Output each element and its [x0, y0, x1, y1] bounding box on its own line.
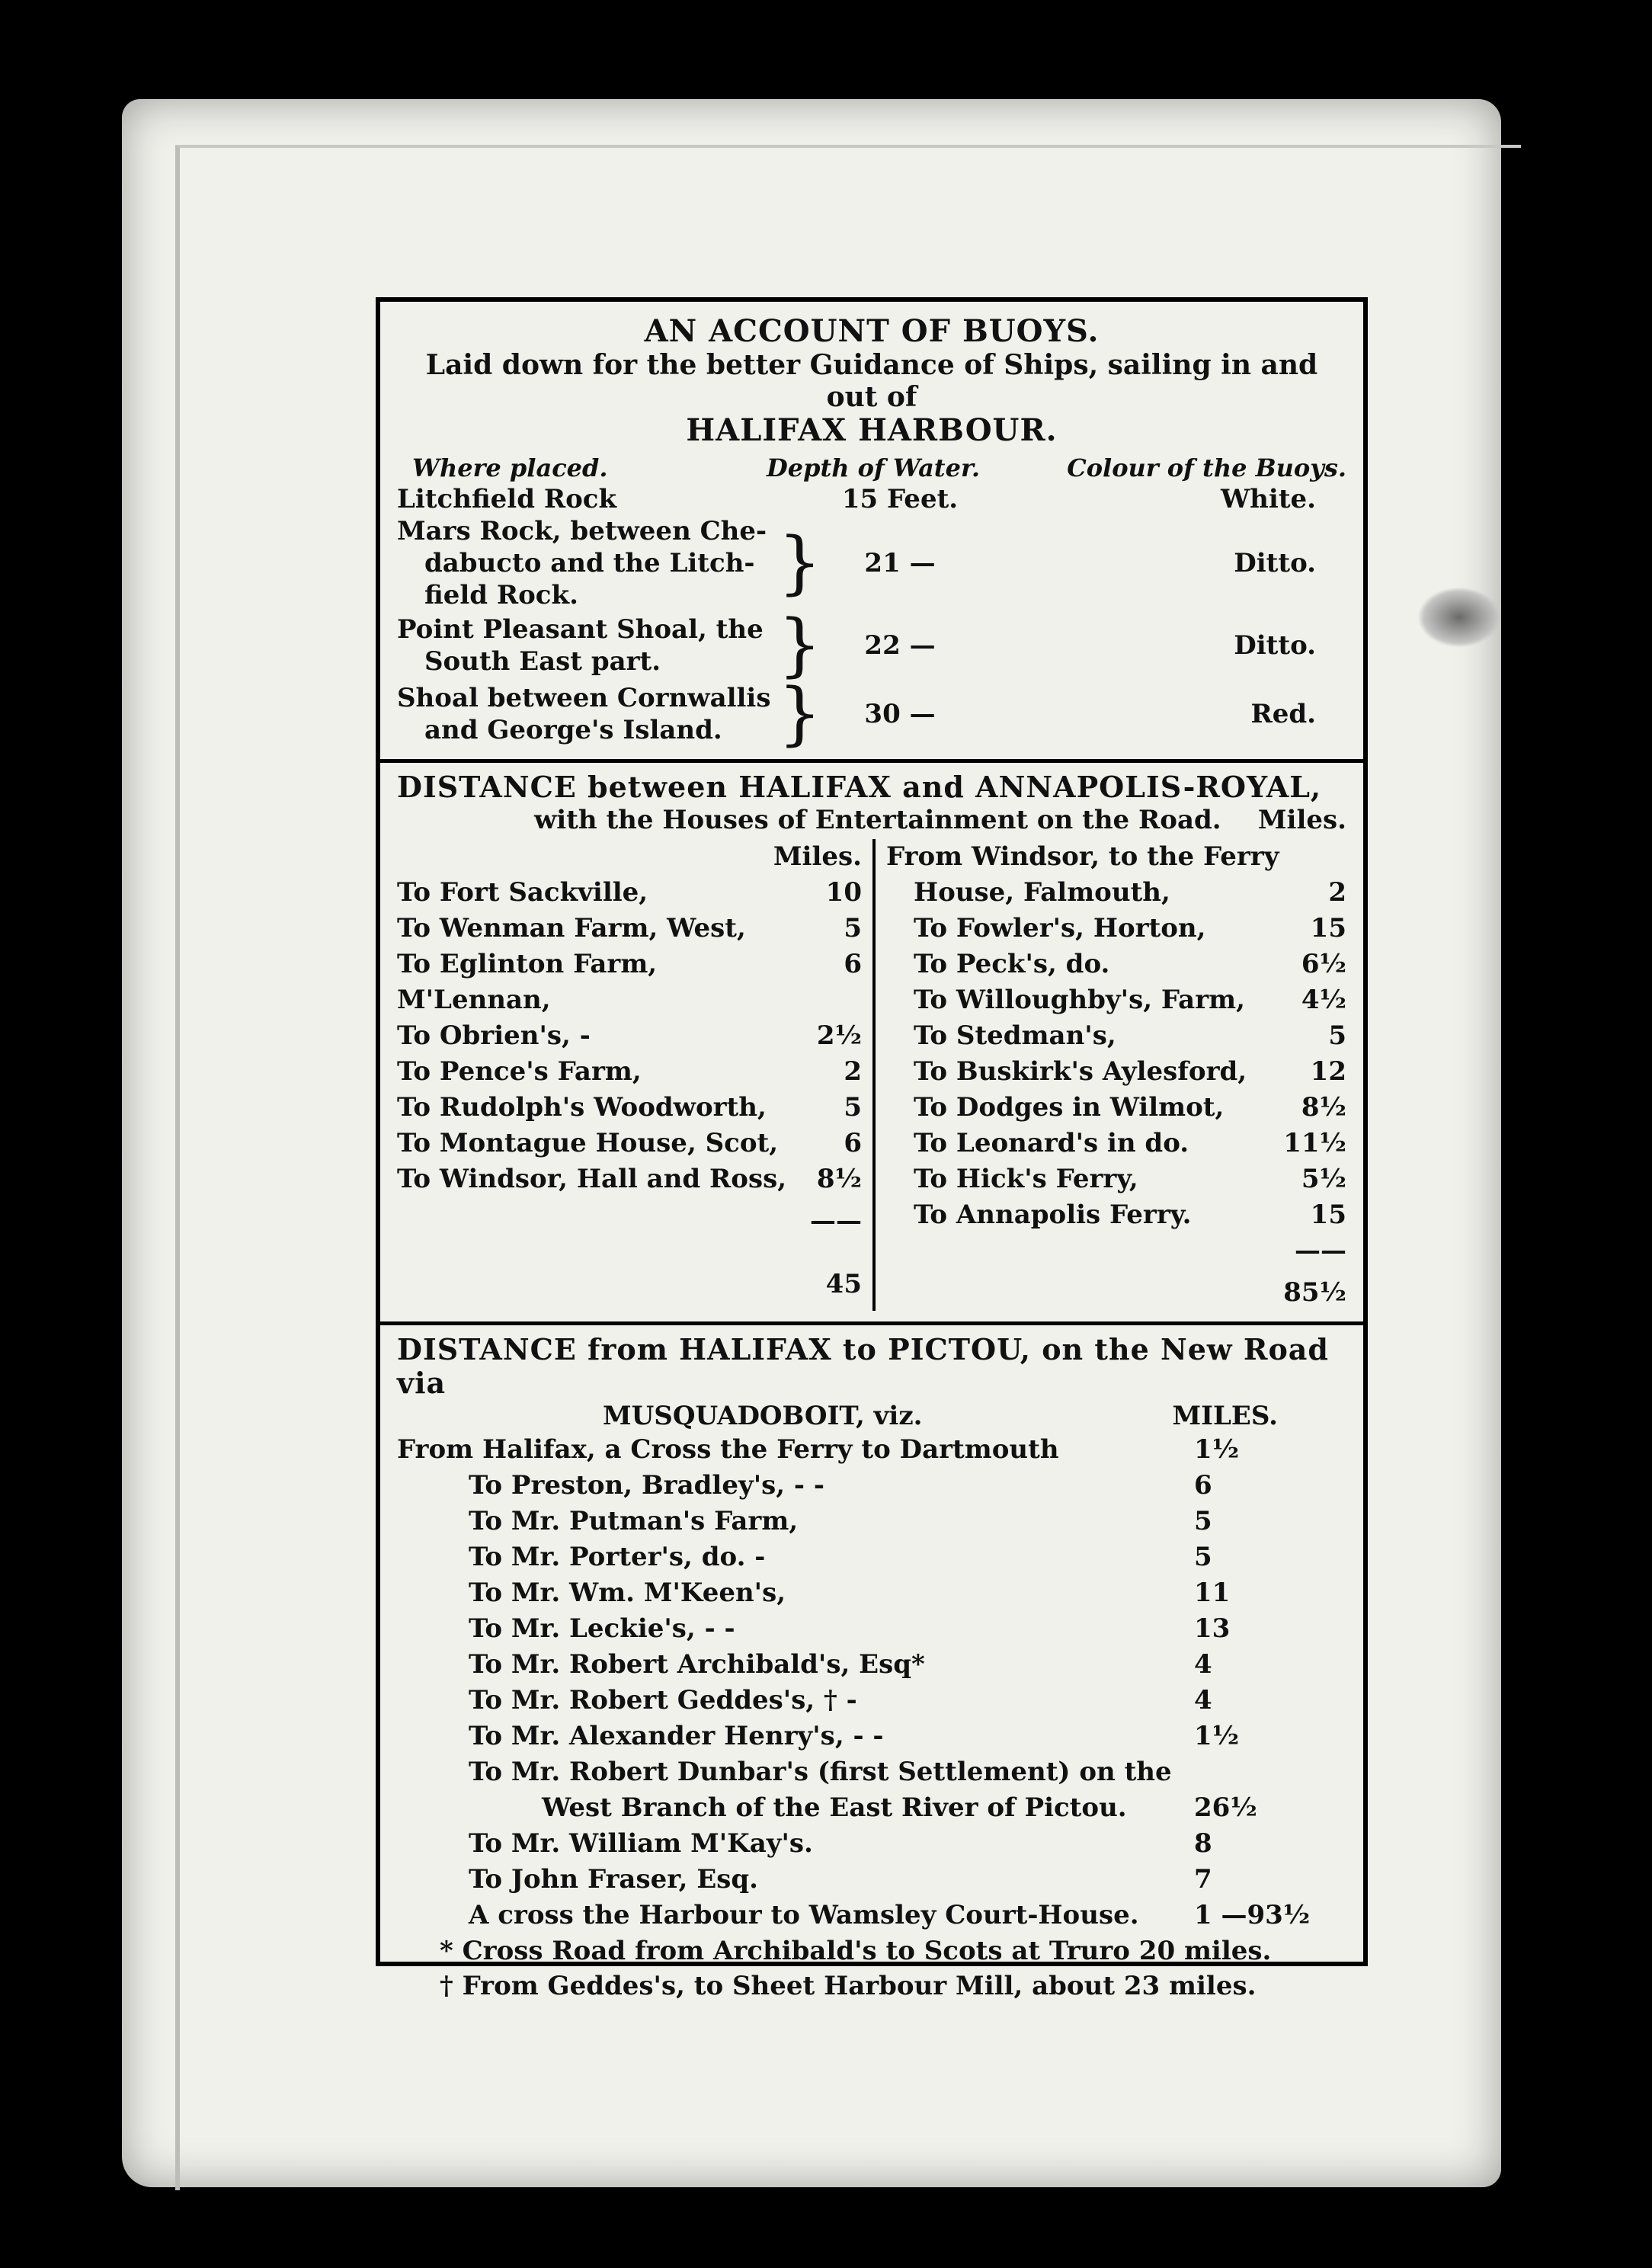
buoy-colour: Ditto.: [1234, 630, 1316, 661]
right-intro-miles: 2: [1328, 877, 1346, 908]
buoy-row: [397, 674, 1346, 754]
pictou-row: [397, 1575, 1346, 1611]
pictou-place: To Mr. Wm. M'Keen's,: [469, 1578, 786, 1608]
pictou-place: To John Fraser, Esq.: [469, 1864, 758, 1895]
pictou-miles: 1½: [1194, 1434, 1240, 1465]
buoy-place-line: Point Pleasant Shoal, the: [397, 614, 764, 645]
brace-mark: }: [778, 674, 822, 754]
pictou-place: To Mr. Robert Geddes's, † -: [469, 1685, 857, 1715]
route-row: [886, 947, 1346, 982]
route-miles: 15: [1310, 1200, 1346, 1230]
annapolis-title: DISTANCE between HALIFAX and ANNAPOLIS-ROYAL,: [397, 770, 1322, 804]
pictou-miles: 13: [1194, 1613, 1231, 1644]
route-miles: 5: [1328, 1020, 1346, 1051]
right-total: 85½: [1283, 1277, 1346, 1308]
route-miles: 6: [844, 949, 862, 979]
route-place: To Leonard's in do.: [914, 1128, 1189, 1158]
route-row: [397, 1018, 862, 1054]
pictou-place: To Mr. William M'Kay's.: [469, 1828, 813, 1859]
pictou-place: To Mr. Porter's, do. -: [469, 1542, 766, 1572]
buoy-colour: Ditto.: [1234, 548, 1316, 578]
annapolis-miles-label: Miles.: [1257, 805, 1346, 835]
pictou-row: [397, 1539, 1346, 1575]
right-intro-row: [886, 875, 1346, 911]
route-miles: 6½: [1301, 949, 1346, 979]
pictou-miles: 4: [1194, 1685, 1212, 1715]
pictou-miles: 6: [1194, 1470, 1212, 1501]
buoys-harbour: HALIFAX HARBOUR.: [686, 412, 1058, 448]
route-row: [397, 1090, 862, 1126]
buoy-place: [397, 682, 778, 746]
left-miles-header: Miles.: [773, 841, 862, 872]
route-place: To Rudolph's Woodworth,: [397, 1092, 767, 1123]
pictou-miles: 4: [1194, 1649, 1212, 1680]
pictou-place: To Mr. Robert Archibald's, Esq*: [469, 1649, 925, 1680]
route-place: To Peck's, do.: [914, 949, 1110, 979]
pictou-place: To Mr. Robert Dunbar's (first Settlement) on the: [469, 1757, 1172, 1787]
left-total: 45: [825, 1269, 862, 1299]
left-rule: ——: [810, 1206, 862, 1236]
pictou-notes: [397, 1933, 1346, 2004]
pictou-miles: 1½: [1194, 1721, 1240, 1751]
annapolis-right-column: [876, 839, 1346, 1311]
buoys-header: [397, 453, 1346, 483]
route-row: [397, 1161, 862, 1197]
buoy-depth: 22 —: [864, 630, 936, 661]
route-row: [886, 1161, 1346, 1197]
route-miles: 15: [1310, 913, 1346, 943]
pictou-place: A cross the Harbour to Wamsley Court-House.: [469, 1900, 1139, 1930]
almanac-panel: [376, 297, 1368, 2001]
route-place: To Obrien's, -: [397, 1020, 591, 1051]
pictou-place: To Mr. Leckie's, - -: [469, 1613, 735, 1644]
pictou-row: [397, 1719, 1346, 1754]
header-colour: Colour of the Buoys.: [1067, 453, 1346, 482]
route-row: [397, 911, 862, 947]
pictou-place: West Branch of the East River of Pictou.: [542, 1792, 1127, 1823]
pictou-row: [397, 1790, 1346, 1826]
route-place: To Dodges in Wilmot,: [914, 1092, 1225, 1123]
pictou-row: [397, 1647, 1346, 1683]
pictou-miles: 11: [1194, 1578, 1231, 1608]
buoy-row: [397, 483, 1346, 515]
route-place: To Wenman Farm, West,: [397, 913, 746, 943]
buoy-colour: Red.: [1250, 699, 1316, 729]
header-where: Where placed.: [412, 453, 608, 482]
pictou-row: [397, 1611, 1346, 1647]
divider: [380, 759, 1363, 763]
route-place: To Buskirk's Aylesford,: [914, 1056, 1247, 1087]
pictou-row: [397, 1862, 1346, 1898]
buoy-depth: 21 —: [864, 548, 936, 578]
route-row: [397, 1126, 862, 1161]
right-intro-1: From Windsor, to the Ferry: [886, 841, 1279, 872]
pictou-row: [397, 1754, 1346, 1790]
pictou-miles: 1 —93½: [1194, 1900, 1311, 1930]
route-row: [397, 947, 862, 1018]
buoys-table: [397, 483, 1346, 754]
route-miles: 5: [844, 913, 862, 943]
route-place: To Willoughby's, Farm,: [914, 985, 1245, 1015]
buoy-row: [397, 605, 1346, 685]
footnote: † From Geddes's, to Sheet Harbour Mill, about 23 miles.: [440, 1971, 1257, 2001]
buoy-row: [397, 515, 1346, 611]
buoy-depth: 15 Feet.: [841, 484, 959, 514]
route-place: To Annapolis Ferry.: [914, 1200, 1192, 1230]
buoy-place-line: South East part.: [424, 646, 661, 677]
left-list: [397, 875, 862, 1197]
pictou-miles: 26½: [1194, 1792, 1257, 1823]
pictou-miles: [1189, 1754, 1346, 1790]
route-place: To Montague House, Scot,: [397, 1128, 779, 1158]
pictou-row: [397, 1898, 1346, 1933]
route-miles: 12: [1310, 1056, 1346, 1087]
pictou-place: To Mr. Alexander Henry's, - -: [469, 1721, 884, 1751]
pictou-miles: 5: [1194, 1506, 1212, 1536]
pictou-row: [397, 1826, 1346, 1862]
pictou-row: [397, 1432, 1346, 1468]
pictou-place: To Preston, Bradley's, - -: [469, 1470, 824, 1501]
route-place: To Pence's Farm,: [397, 1056, 642, 1087]
route-place: To Hick's Ferry,: [914, 1164, 1138, 1194]
buoy-place: [397, 613, 778, 678]
route-place: To Eglinton Farm, M'Lennan,: [397, 949, 658, 1015]
buoy-colour: White.: [1221, 484, 1316, 514]
pictou-subtitle: MUSQUADOBOIT, viz.: [603, 1401, 923, 1431]
pictou-row: [397, 1504, 1346, 1539]
buoy-place: [397, 515, 778, 611]
divider: [380, 1321, 1363, 1325]
route-miles: 4½: [1301, 985, 1346, 1015]
route-row: [397, 875, 862, 911]
annapolis-left-column: [397, 839, 876, 1311]
route-miles: 8½: [816, 1164, 862, 1194]
buoy-place-line: field Rock.: [424, 580, 578, 610]
route-place: To Windsor, Hall and Ross,: [397, 1164, 787, 1194]
pictou-row: [397, 1683, 1346, 1719]
pictou-place: To Mr. Putman's Farm,: [469, 1506, 799, 1536]
route-row: [886, 1197, 1346, 1233]
buoy-place-line: Mars Rock, between Che-: [397, 516, 767, 546]
buoys-subtitle: Laid down for the better Guidance of Ships, sailing in and out of: [425, 349, 1318, 413]
route-row: [886, 1018, 1346, 1054]
route-row: [886, 1054, 1346, 1090]
route-row: [886, 982, 1346, 1018]
pictou-miles-label: MILES.: [1172, 1401, 1278, 1431]
route-row: [886, 1090, 1346, 1126]
right-list: [886, 911, 1346, 1233]
buoy-place-line: Litchfield Rock: [397, 484, 617, 514]
pictou-table: [397, 1432, 1346, 1933]
pictou-subtitle-row: [397, 1400, 1346, 1432]
route-miles: 10: [825, 877, 862, 908]
buoy-place-line: Shoal between Cornwallis: [397, 683, 771, 713]
pictou-title: DISTANCE from HALIFAX to PICTOU, on the New Road via: [397, 1332, 1329, 1400]
paper-stain: [1417, 587, 1501, 648]
brace-mark: }: [778, 605, 822, 685]
brace-mark: }: [778, 523, 822, 603]
route-miles: 2: [844, 1056, 862, 1087]
route-row: [397, 1054, 862, 1090]
route-place: To Stedman's,: [914, 1020, 1116, 1051]
pictou-miles: 8: [1194, 1828, 1212, 1859]
route-miles: 6: [844, 1128, 862, 1158]
right-intro-2: House, Falmouth,: [914, 877, 1170, 908]
route-miles: 8½: [1301, 1092, 1346, 1123]
buoy-place-line: and George's Island.: [424, 715, 722, 745]
annapolis-subtitle: with the Houses of Entertainment on the Road.: [534, 805, 1221, 835]
footnote: * Cross Road from Archibald's to Scots at Truro 20 miles.: [440, 1936, 1272, 1966]
right-rule: ——: [1295, 1235, 1346, 1266]
buoy-place: [397, 483, 778, 515]
pictou-row: [397, 1468, 1346, 1504]
pictou-miles: 5: [1194, 1542, 1212, 1572]
annapolis-table: [397, 839, 1346, 1311]
buoy-depth: 30 —: [864, 699, 936, 729]
annapolis-subtitle-row: [397, 804, 1346, 836]
header-depth: Depth of Water.: [766, 453, 980, 482]
route-miles: 11½: [1283, 1128, 1346, 1158]
route-miles: 5½: [1301, 1164, 1346, 1194]
route-place: To Fowler's, Horton,: [914, 913, 1206, 943]
buoy-place-line: dabucto and the Litch-: [424, 548, 755, 578]
route-place: To Fort Sackville,: [397, 877, 648, 908]
route-row: [886, 911, 1346, 947]
route-miles: 5: [844, 1092, 862, 1123]
pictou-miles: 7: [1194, 1864, 1212, 1895]
route-row: [886, 1126, 1346, 1161]
pictou-place: From Halifax, a Cross the Ferry to Dartmouth: [397, 1434, 1059, 1465]
buoys-title: AN ACCOUNT OF BUOYS.: [644, 313, 1100, 349]
route-miles: 2½: [816, 1020, 862, 1051]
